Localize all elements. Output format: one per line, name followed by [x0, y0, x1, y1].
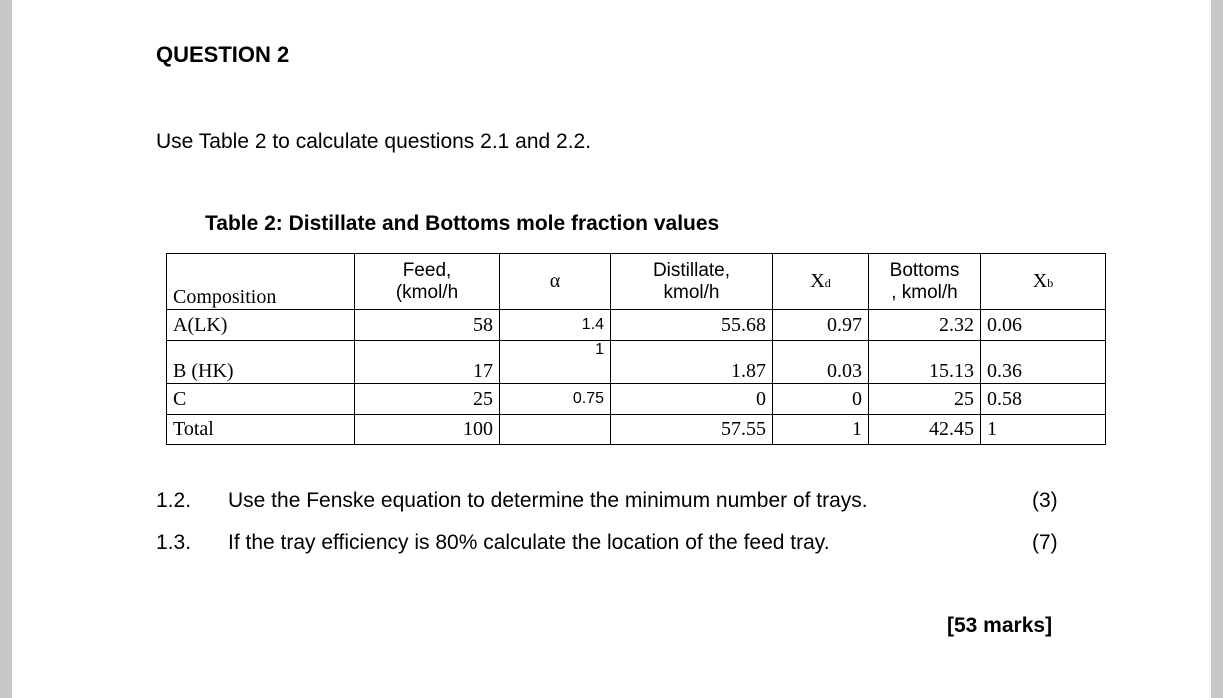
- table-row: [167, 310, 1106, 341]
- cell-bottoms: 42.45: [869, 415, 981, 445]
- question-text: Use the Fenske equation to determine the minimum number of trays.: [228, 489, 868, 512]
- cell-xb: 0.06: [981, 310, 1106, 341]
- header-xb-sub: b: [1047, 276, 1054, 290]
- cell-xb: 0.36: [981, 341, 1106, 384]
- cell-feed: 100: [355, 415, 500, 445]
- header-feed-line2: (kmol/h: [395, 281, 459, 303]
- table-row-total: [167, 415, 1106, 445]
- header-distillate: [611, 254, 773, 310]
- header-xb: [981, 254, 1106, 310]
- header-xd: [773, 254, 869, 310]
- total-marks: [53 marks]: [947, 614, 1053, 637]
- cell-distillate: 57.55: [611, 415, 773, 445]
- cell-feed: 25: [355, 384, 500, 415]
- cell-distillate: 55.68: [611, 310, 773, 341]
- question-heading: QUESTION 2: [156, 42, 290, 67]
- cell-bottoms: 15.13: [869, 341, 981, 384]
- question-marks: (7): [1032, 531, 1058, 554]
- cell-composition: Total: [167, 415, 355, 445]
- table-caption: Table 2: Distillate and Bottoms mole fraction values: [205, 212, 720, 235]
- header-composition: Composition: [167, 254, 355, 310]
- question-marks: (3): [1032, 489, 1058, 512]
- table-row: [167, 341, 1106, 384]
- document-page: [12, 0, 1211, 698]
- cell-xd: 0.97: [773, 310, 869, 341]
- cell-xb: 0.58: [981, 384, 1106, 415]
- header-distillate-line2: kmol/h: [663, 281, 720, 303]
- cell-composition: B (HK): [167, 341, 355, 384]
- question-text: If the tray efficiency is 80% calculate the location of the feed tray.: [228, 531, 830, 554]
- question-number: 1.3.: [156, 531, 192, 554]
- header-alpha: α: [500, 254, 611, 310]
- cell-alpha: 1: [500, 341, 611, 384]
- cell-bottoms: 25: [869, 384, 981, 415]
- cell-alpha: 0.75: [500, 384, 611, 415]
- cell-distillate: 1.87: [611, 341, 773, 384]
- cell-xd: 1: [773, 415, 869, 445]
- cell-xd: 0: [773, 384, 869, 415]
- header-xb-base: X: [1032, 270, 1048, 292]
- question-number: 1.2.: [156, 489, 192, 512]
- cell-xd: 0.03: [773, 341, 869, 384]
- cell-bottoms: 2.32: [869, 310, 981, 341]
- cell-composition: A(LK): [167, 310, 355, 341]
- header-xd-base: X: [810, 270, 825, 292]
- header-feed-line1: Feed,: [402, 259, 452, 281]
- cell-feed: 58: [355, 310, 500, 341]
- header-bottoms: [869, 254, 981, 310]
- intro-text: Use Table 2 to calculate questions 2.1 and 2.2.: [156, 130, 592, 153]
- mole-fraction-table: [166, 253, 1106, 445]
- header-xd-sub: d: [824, 276, 831, 290]
- header-bottoms-line2: , kmol/h: [891, 281, 958, 303]
- cell-alpha: 1.4: [500, 310, 611, 341]
- table-row: [167, 384, 1106, 415]
- header-feed: [355, 254, 500, 310]
- cell-alpha: [500, 415, 611, 445]
- header-bottoms-line1: Bottoms: [889, 259, 960, 281]
- cell-xb: 1: [981, 415, 1106, 445]
- cell-distillate: 0: [611, 384, 773, 415]
- table-header-row: [167, 254, 1106, 310]
- header-distillate-line1: Distillate,: [652, 259, 731, 281]
- cell-feed: 17: [355, 341, 500, 384]
- cell-composition: C: [167, 384, 355, 415]
